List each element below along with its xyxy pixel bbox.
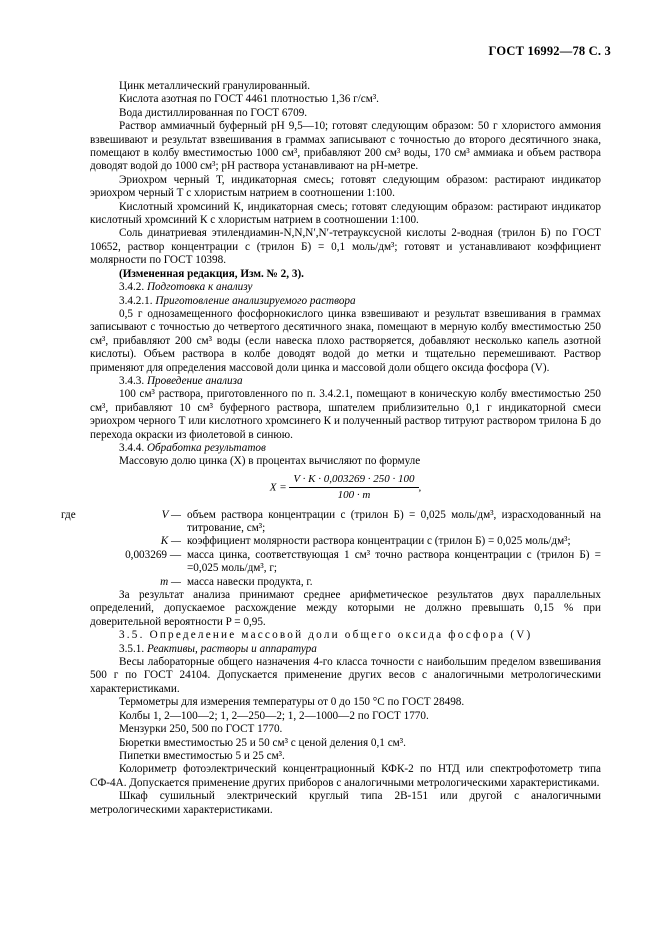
paragraph: За результат анализа принимают среднее арифметическое результатов двух параллельных определений, допускаемое расхождение между которыми не должно превышать 0,15 % при доверительной вероятности P = 0,95. xyxy=(90,589,601,628)
paragraph: 0,5 г однозамещенного фосфорнокислого цинка взвешивают и результат взвешивания в граммах записывают с точностью до четвертого десятичного знака, помещают в мерную колбу вместимостью 250 см³, прибавляют 200 см³ воды (если навеска плохо растворяется, добавляют несколько капель азотной кислоты). Объем раствора в колбе доводят водой до метки и тщательно перемешивают. Раствор применяют для определения массовой доли цинка и массовой доли общего оксида фосфора (V). xyxy=(90,307,601,374)
section-heading: 3.5. Определение массовой доли общего оксида фосфора (V) xyxy=(119,629,533,642)
formula-comma: , xyxy=(418,481,422,494)
section-heading xyxy=(90,281,601,294)
paragraph: Термометры для измерения температуры от 0 до 150 °С по ГОСТ 28498. xyxy=(119,696,465,709)
section-number: 3.4.2.1. xyxy=(119,294,153,307)
formula-numerator: V · K · 0,003269 · 250 · 100 xyxy=(289,473,418,488)
section-number: 3.5.1. xyxy=(119,642,145,655)
paragraph: Мензурки 250, 500 по ГОСТ 1770. xyxy=(119,723,283,736)
section-number: 3.4.4. xyxy=(119,441,145,454)
definition-text: объем раствора концентрации c (трилон Б) = 0,025 моль/дм³, израсходованный на титрование, см³; xyxy=(187,508,601,534)
section-title: Реактивы, растворы и аппаратура xyxy=(146,642,317,655)
amendment-note: (Измененная редакция, Изм. № 2, 3). xyxy=(119,267,304,280)
paragraph: Колориметр фотоэлектрический концентрационный КФК-2 по НТД или спектрофотометр типа СФ-4А. Допускается применение других приборов с аналогичными метрологическими характеристиками. xyxy=(90,763,601,789)
section-heading xyxy=(90,442,601,455)
formula-denominator: 100 · m xyxy=(337,489,371,502)
paragraph: Кислотный хромсиний К, индикаторная смесь; готовят следующим образом: растирают индикатор кислотный хромсиний К с хлористым натрием в соотношении 1:100. xyxy=(90,200,601,227)
definition-row xyxy=(90,535,601,548)
paragraph: Вода дистиллированная по ГОСТ 6709. xyxy=(119,106,308,119)
paragraph: Раствор аммиачный буферный рН 9,5—10; готовят следующим образом: 50 г хлористого аммония взвешивают и результат взвешивания в граммах записывают с точностью до второго десятичного знака, помещают в колбу вместимостью 1000 см³, прибавляют 200 см³ воды, 170 см³ аммиака и объем раствора доводят водой до 1000 см³; рН раствора устанавливают на рН-метре. xyxy=(90,120,601,173)
section-heading xyxy=(90,643,601,656)
formula-fraction xyxy=(289,473,418,503)
paragraph: Соль динатриевая этилендиамин-N,N,N′,N′-тетрауксусной кислоты 2-водная (трилон Б) по ГОСТ 10652, раствор концентрации c (трилон Б) = 0,1 моль/дм³; готовят и устанавливают коэффициент молярности по ГОСТ 10398. xyxy=(90,227,601,267)
where-word: где xyxy=(61,508,76,521)
definition-row xyxy=(90,549,601,576)
page-header: ГОСТ 16992—78 С. 3 xyxy=(488,44,611,58)
zinc-formula xyxy=(90,473,601,503)
paragraph: Бюретки вместимостью 25 и 50 см³ с ценой деления 0,1 см³. xyxy=(119,736,406,749)
paragraph: Эриохром черный Т, индикаторная смесь; готовят следующим образом: растирают индикатор эриохром черный Т с хлористым натрием в соотношении 1:100. xyxy=(90,173,601,200)
definition-row xyxy=(90,576,601,589)
paragraph: Массовую долю цинка (X) в процентах вычисляют по формуле xyxy=(119,455,421,468)
formula-lhs: X = xyxy=(269,481,287,494)
paragraph: Колбы 1, 2—100—2; 1, 2—250—2; 1, 2—1000—2 по ГОСТ 1770. xyxy=(119,709,429,722)
paragraph: Цинк металлический гранулированный. xyxy=(119,80,310,92)
section-number: 3.4.2. xyxy=(119,281,145,294)
document-body xyxy=(61,80,601,817)
section-title: Обработка результатов xyxy=(146,441,266,454)
paragraph: Пипетки вместимостью 5 и 25 см³. xyxy=(119,749,285,762)
section-heading xyxy=(90,295,601,308)
section-title: Приготовление анализируемого раствора xyxy=(155,294,356,307)
section-number: 3.4.3. xyxy=(119,374,145,387)
definition-symbol: K — xyxy=(160,535,181,548)
paragraph: 100 см³ раствора, приготовленного по п. 3.4.2.1, помещают в коническую колбу вместимостью 250 см³, прибавляют 10 см³ буферного раствора, шпателем приблизительно 0,1 г индикаторной смеси эриохром черного Т или кислотного хромсинего К и полученный раствор титруют раствором трилона Б до перехода окраски из фиолетовой в синюю. xyxy=(90,388,601,441)
paragraph: Весы лабораторные общего назначения 4-го класса точности с наибольшим пределом взвешивания 500 г по ГОСТ 24104. Допускается применение других весов с аналогичными метрологическими характеристиками. xyxy=(90,656,601,695)
definition-symbol: m — xyxy=(160,575,181,588)
definition-text: масса навески продукта, г. xyxy=(187,575,313,588)
definition-text: масса цинка, соответствующая 1 см³ точно раствора концентрации c (трилон Б) = =0,025 моль/дм³, г; xyxy=(187,548,601,575)
paragraph: Шкаф сушильный электрический круглый типа 2В-151 или другой с аналогичными метрологическими характеристиками. xyxy=(90,790,601,816)
section-heading xyxy=(90,375,601,388)
definition-text: коэффициент молярности раствора концентрации c (трилон Б) = 0,025 моль/дм³; xyxy=(187,535,571,548)
definition-symbol: 0,003269 — xyxy=(125,548,181,561)
definition-symbol: V — xyxy=(161,508,181,521)
variable-definitions xyxy=(61,508,601,589)
paragraph: Кислота азотная по ГОСТ 4461 плотностью 1,36 г/см³. xyxy=(119,93,379,106)
section-title: Подготовка к анализу xyxy=(146,281,253,294)
definition-label xyxy=(61,509,187,536)
definition-row xyxy=(61,508,601,536)
section-title: Проведение анализа xyxy=(146,374,243,387)
